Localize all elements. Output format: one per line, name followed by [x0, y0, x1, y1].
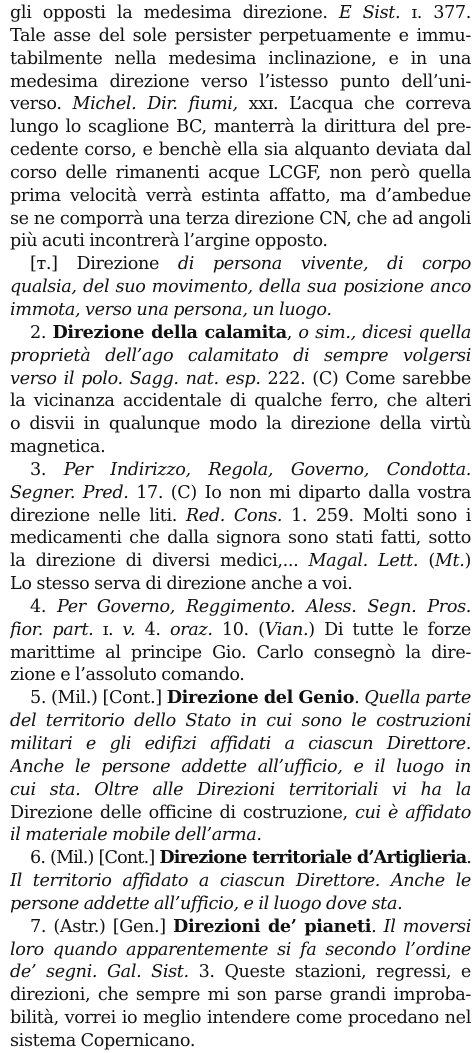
text-segment: più acuti incontrerà l’argine opposto.: [10, 231, 328, 252]
text-segment: ,: [286, 322, 299, 343]
text-line: [10, 390, 471, 413]
italic-text: vi ha la: [377, 779, 471, 800]
text-line: [10, 596, 471, 619]
italic-text: qualsia, del suo movimento, della sua posizione anco: [10, 277, 471, 298]
text-line: [10, 1007, 471, 1030]
italic-text: Red. Cons.: [185, 505, 283, 526]
text-segment: ɪ.: [93, 619, 123, 640]
text-line: [10, 573, 471, 596]
text-line: [10, 436, 471, 459]
text-segment: lungo lo scaglione BC, manterrà la dirittura del pre-: [10, 117, 471, 138]
text-segment: se ne comporrà una terza direzione CN, che ad angoli: [10, 208, 471, 229]
text-segment: verso.: [10, 94, 73, 115]
text-line: [10, 345, 471, 368]
text-line: [10, 870, 471, 893]
text-line: [10, 482, 471, 505]
text-segment: .: [371, 916, 384, 937]
text-segment: 4.: [135, 619, 170, 640]
text-segment: tabilmente nella medesima inclinazione, e in una: [10, 48, 471, 69]
text-segment: Tale asse del sole persister perpetuamente e immu-: [10, 25, 471, 46]
italic-text: cui è affidato: [355, 802, 471, 823]
text-line: [10, 802, 471, 825]
text-segment: medesima direzione verso l’istesso punto dell’uni-: [10, 71, 471, 92]
italic-text: proprietà dell’ago calamitato di sempre volgersi: [10, 345, 471, 366]
text-segment: 222. (C) Come sarebbe: [260, 368, 471, 389]
text-line: [10, 71, 471, 94]
text-line: [10, 779, 471, 802]
italic-text: o sim., dicesi quella: [298, 322, 471, 343]
text-line: [10, 368, 471, 391]
italic-text: Per Governo, Reggimento. Aless. Segn. Pros.: [57, 596, 471, 617]
text-segment: 10. (: [212, 619, 265, 640]
text-segment: 2.: [30, 322, 53, 343]
text-line: [10, 619, 471, 642]
text-segment: la direzione di diversi medici,...: [10, 551, 309, 572]
italic-text: fior. part.: [10, 619, 94, 640]
headword: Direzione territoriale d’Artiglieria: [159, 847, 467, 869]
italic-text: cui sta. Oltre alle Direzioni territoriali: [10, 779, 378, 800]
italic-text: Quella parte: [364, 688, 471, 709]
text-segment: 17. (C) Io non mi diparto dalla vostra: [128, 482, 471, 503]
text-segment: 4.: [30, 596, 58, 617]
text-segment: corso delle rimanenti acque LCGF, non però quella: [10, 162, 471, 183]
italic-text: Il territorio affidato a ciascun Direttore. Anche le: [10, 871, 471, 892]
italic-text: v.: [122, 619, 136, 640]
text-line: [10, 961, 471, 984]
text-line: [10, 527, 471, 550]
text-line: [10, 847, 471, 870]
text-segment: 3.: [30, 459, 64, 480]
text-segment: sistema Copernicano.: [10, 1030, 196, 1051]
italic-text: Magal. Lett.: [308, 551, 419, 572]
text-line: [10, 116, 471, 139]
italic-text: Segner. Pred.: [10, 482, 129, 503]
text-line: [10, 459, 471, 482]
text-line: [10, 687, 471, 710]
text-segment: 5. (Mil.) [Cont.]: [30, 688, 167, 709]
italic-text: Mt.: [434, 551, 465, 572]
text-segment: medicamenti che dalla signora sono stati fatti, sotto: [10, 528, 471, 549]
text-segment: cedente corso, e benchè ella sia alquanto deviata dal: [10, 140, 471, 161]
italic-text: del territorio dello Stato in cui sono le costruzioni: [10, 711, 471, 732]
text-line: [10, 299, 471, 322]
text-segment: Direzione delle officine di costruzione,: [10, 802, 356, 823]
text-line: [10, 916, 471, 939]
italic-text: persone addette all’ufficio, e il luogo dove sta.: [10, 893, 403, 914]
text-line: [10, 824, 471, 847]
text-line: [10, 733, 471, 756]
text-segment: la vicinanza accidentale di qualche ferro, che alteri: [10, 391, 471, 412]
text-line: [10, 1030, 471, 1053]
italic-text: verso il polo. Sagg. nat. esp.: [10, 368, 261, 389]
text-line: [10, 505, 471, 528]
italic-text: Anche le persone addette all’ufficio, e il luogo in: [10, 756, 471, 777]
italic-text: oraz.: [169, 619, 213, 640]
text-segment: zione e l’assoluto comando.: [10, 665, 245, 686]
italic-text: E Sist.: [338, 3, 401, 23]
italic-text: di persona vivente, di corpo: [177, 254, 471, 275]
text-line: [10, 664, 471, 687]
text-segment: (: [418, 551, 435, 572]
text-segment: ) Di tutte le forze: [308, 619, 471, 640]
text-segment: direzione nelle liti.: [10, 505, 186, 526]
text-line: [10, 93, 471, 116]
text-segment: ɪ. 377.: [400, 3, 471, 23]
text-line: [10, 322, 471, 345]
text-segment: Lo stesso serva di direzione anche a voi.: [10, 574, 353, 595]
italic-text: Per Indirizzo, Regola, Governo, Condotta.: [63, 459, 471, 480]
text-line: [10, 413, 471, 436]
text-segment: 1. 259. Molti sono i: [282, 505, 471, 526]
text-segment: 3. Queste stazioni, regressi, e: [188, 962, 471, 983]
text-segment: xxɪ. L’acqua che correva: [237, 94, 471, 115]
italic-text: Vian.: [264, 619, 309, 640]
text-segment: prima velocità verrà estinta affatto, ma d’ambedue: [10, 185, 471, 206]
text-segment: [ᴛ.] Direzione: [30, 254, 178, 275]
text-segment: .: [466, 848, 471, 869]
text-line: [10, 2, 471, 25]
text-line: [10, 893, 471, 916]
italic-text: loro quando apparentemente si fa secondo l’ordine: [10, 939, 471, 960]
italic-text: de’ segni. Gal. Sist.: [10, 962, 189, 983]
text-line: [10, 230, 471, 253]
text-line: [10, 139, 471, 162]
text-line: [10, 710, 471, 733]
text-line: [10, 756, 471, 779]
text-line: [10, 276, 471, 299]
text-segment: marittime al principe Gio. Carlo consegnò la dire-: [10, 642, 471, 663]
italic-text: Il moversi: [383, 916, 471, 937]
headword: Direzioni de’ pianeti: [173, 915, 372, 937]
italic-text: Michel. Dir. fiumi,: [72, 94, 238, 115]
text-segment: 7. (Astr.) [Gen.]: [30, 916, 174, 937]
text-segment: o disvii in qualunque modo la direzione della virtù: [10, 414, 471, 435]
text-line: [10, 25, 471, 48]
text-segment: direzioni, che sempre mi son parse grandi improba-: [10, 985, 471, 1006]
text-line: [10, 550, 471, 573]
text-line: [10, 48, 471, 71]
text-line: [10, 253, 471, 276]
text-segment: magnetica.: [10, 437, 106, 458]
headword: Direzione del Genio: [166, 687, 355, 709]
headword: Direzione della calamita: [52, 321, 287, 343]
italic-text: militari e gli edifizi affidati a ciascun Direttore.: [10, 734, 471, 754]
italic-text: il materiale mobile dell’arma.: [10, 825, 262, 846]
text-line: [10, 939, 471, 962]
text-line: [10, 208, 471, 231]
italic-text: immota, verso una persona, un luogo.: [10, 299, 332, 320]
text-segment: ): [464, 551, 471, 572]
text-segment: gli opposti la medesima direzione.: [10, 3, 339, 23]
text-line: [10, 162, 471, 185]
text-line: [10, 642, 471, 665]
text-segment: bilità, vorrei io meglio intendere come procedano nel: [10, 1008, 471, 1029]
text-segment: .: [354, 688, 365, 709]
text-segment: 6. (Mil.) [Cont.]: [30, 848, 160, 869]
text-line: [10, 185, 471, 208]
